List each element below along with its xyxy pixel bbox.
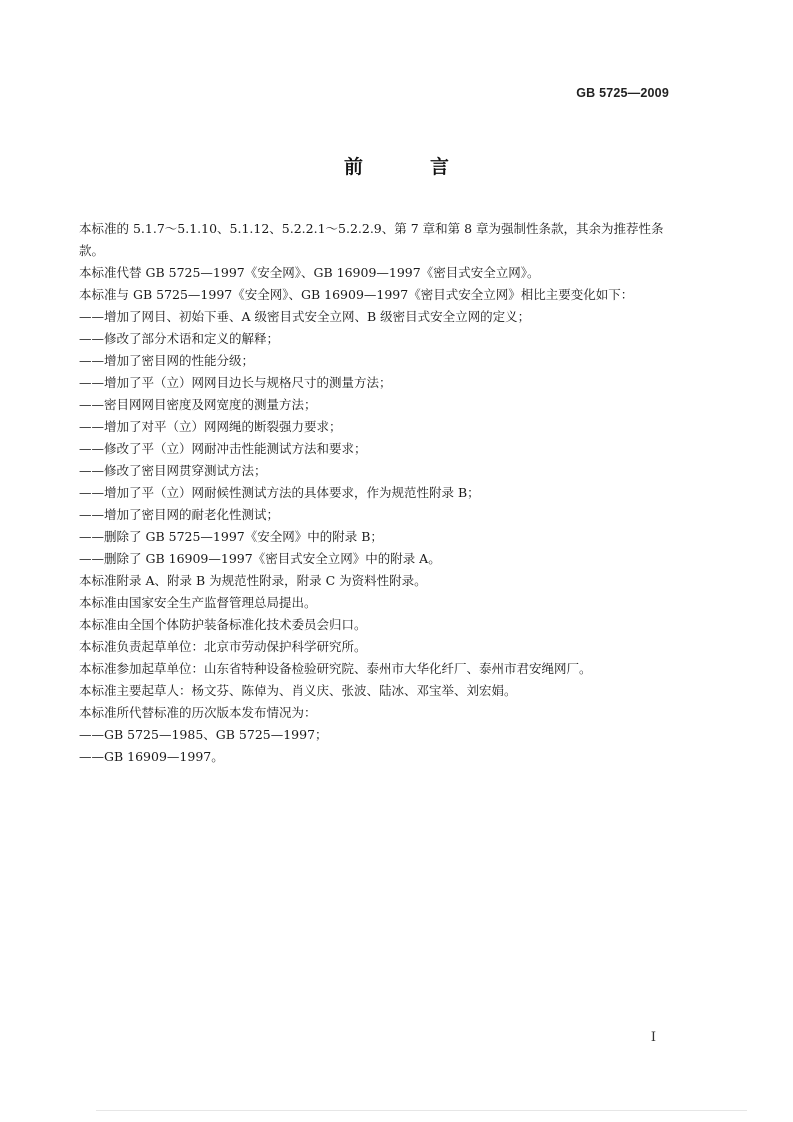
paragraph: 本标准代替 GB 5725—1997《安全网》、GB 16909—1997《密目式安全立网》。 xyxy=(79,265,540,280)
list-item: ——修改了部分术语和定义的解释； xyxy=(79,331,280,346)
list-item: ——增加了密目网的耐老化性测试； xyxy=(79,507,280,522)
paragraph: 本标准参加起草单位：山东省特种设备检验研究院、泰州市大华化纤厂、泰州市君安绳网厂。 xyxy=(79,661,592,676)
list-item: ——密目网网目密度及网宽度的测量方法； xyxy=(79,397,317,412)
list-item: ——增加了密目网的性能分级； xyxy=(79,353,255,368)
paragraph: 本标准所代替标准的历次版本发布情况为： xyxy=(79,705,317,720)
list-item: ——增加了网目、初始下垂、A 级密目式安全立网、B 级密目式安全立网的定义； xyxy=(79,309,531,324)
standard-code: GB 5725—2009 xyxy=(576,86,669,100)
paragraph: 本标准与 GB 5725—1997《安全网》、GB 16909—1997《密目式安全立网》相比主要变化如下： xyxy=(79,287,634,302)
list-item: ——修改了密目网贯穿测试方法； xyxy=(79,463,267,478)
list-item: ——删除了 GB 5725—1997《安全网》中的附录 B； xyxy=(79,529,383,544)
paragraph: 本标准主要起草人：杨文芬、陈倬为、肖义庆、张波、陆冰、邓宝举、刘宏娟。 xyxy=(79,683,517,698)
list-item: ——增加了对平（立）网网绳的断裂强力要求； xyxy=(79,419,342,434)
preface-body xyxy=(79,218,683,768)
list-item: ——增加了平（立）网网目边长与规格尺寸的测量方法； xyxy=(79,375,392,390)
list-item: ——GB 16909—1997。 xyxy=(79,749,224,764)
paragraph: 本标准由全国个体防护装备标准化技术委员会归口。 xyxy=(79,617,367,632)
paragraph: 本标准的 5.1.7～5.1.10、5.1.12、5.2.2.1～5.2.2.9、第 7 章和第 8 章为强制性条款，其余为推荐性条款。 xyxy=(79,221,664,258)
scan-edge-line xyxy=(96,1110,747,1111)
list-item: ——删除了 GB 16909—1997《密目式安全立网》中的附录 A。 xyxy=(79,551,441,566)
page-title: 前 言 xyxy=(343,156,473,178)
list-item: ——修改了平（立）网耐冲击性能测试方法和要求； xyxy=(79,441,367,456)
list-item: ——增加了平（立）网耐候性测试方法的具体要求，作为规范性附录 B； xyxy=(79,485,480,500)
paragraph: 本标准附录 A、附录 B 为规范性附录，附录 C 为资料性附录。 xyxy=(79,573,427,588)
list-item: ——GB 5725—1985、GB 5725—1997； xyxy=(79,727,328,742)
paragraph: 本标准由国家安全生产监督管理总局提出。 xyxy=(79,595,317,610)
paragraph: 本标准负责起草单位：北京市劳动保护科学研究所。 xyxy=(79,639,367,654)
page-number: I xyxy=(650,1030,656,1045)
